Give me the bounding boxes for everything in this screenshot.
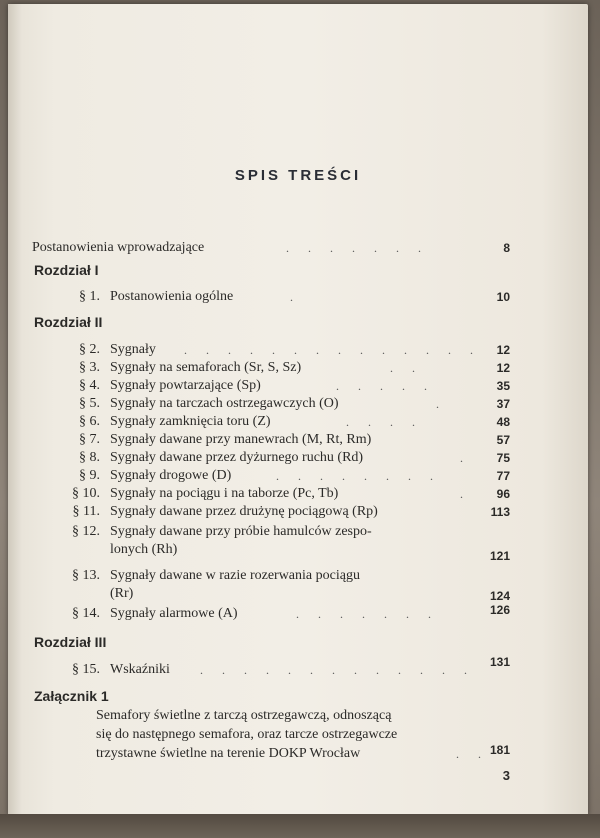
entry-page: 126 [489, 603, 510, 617]
toc-entry-s7 [8, 430, 588, 450]
entry-text: Sygnały [110, 342, 156, 357]
section-number: § 11. [72, 504, 100, 519]
leader-dots: . . . . . . . [286, 241, 429, 255]
entry-text: Sygnały dawane przy manewrach (M, Rt, Rm) [110, 432, 372, 447]
section-number: § 3. [79, 360, 100, 375]
entry-page: 37 [496, 397, 510, 411]
toc-entry-s8 [8, 448, 588, 468]
toc-entry-s3 [8, 358, 588, 378]
leader-dots: . [436, 397, 447, 411]
entry-text: Sygnały dawane przez dyżurnego ruchu (Rd) [110, 450, 364, 465]
toc-entry-s6 [8, 412, 588, 432]
entry-page: 124 [489, 589, 510, 603]
section-number: § 13. [72, 568, 100, 583]
leader-dots: . . . . [346, 415, 423, 429]
section-number: § 9. [79, 468, 100, 483]
toc-entry-s13 [8, 566, 588, 586]
leader-dots: . . . . . . . . [276, 469, 441, 483]
entry-text: Sygnały alarmowe (A) [110, 606, 238, 621]
entry-text-line-2: lonych (Rh) [110, 542, 178, 557]
table-edge [0, 814, 600, 838]
toc-entry-s9 [8, 466, 588, 486]
book-page [8, 4, 588, 816]
section-number: § 1. [79, 289, 100, 304]
appendix-heading: Załącznik 1 [34, 688, 109, 704]
leader-dots: . . . . . [336, 379, 435, 393]
entry-page: 12 [496, 343, 510, 357]
section-number: § 14. [72, 606, 100, 621]
section-number: § 4. [79, 378, 100, 393]
toc-entry-s5 [8, 394, 588, 414]
entry-text-line-1: Sygnały dawane w razie rozerwania pociągu [110, 568, 360, 583]
leader-dots: . . [390, 361, 423, 375]
entry-page: 12 [496, 361, 510, 375]
page-number: 3 [502, 768, 510, 783]
page-title: SPIS TREŚCI [234, 167, 362, 184]
entry-text: Postanowienia ogólne [110, 289, 234, 304]
entry-page: 8 [503, 241, 510, 255]
toc-entry-s1 [8, 287, 588, 307]
entry-page: 131 [489, 655, 510, 669]
entry-text: Sygnały na tarczach ostrzegawczych (O) [110, 396, 339, 411]
entry-text: Sygnały zamknięcia toru (Z) [110, 414, 271, 429]
appendix-text-line-3: trzystawne świetlne na terenie DOKP Wrocław [96, 746, 361, 761]
leader-dots: . . . . . . . [296, 607, 439, 621]
entry-text: Sygnały powtarzające (Sp) [110, 378, 261, 393]
toc-entry-s12-cont [8, 540, 588, 563]
entry-page: 77 [496, 469, 510, 483]
toc-entry-s2 [8, 340, 588, 360]
entry-text: Sygnały drogowe (D) [110, 468, 232, 483]
entry-page: 96 [496, 487, 510, 501]
entry-text: Sygnały na pociągu i na taborze (Pc, Tb) [110, 486, 339, 501]
section-number: § 7. [79, 432, 100, 447]
chapter-heading-2: Rozdział II [34, 314, 103, 330]
entry-text-line-2: (Rr) [110, 586, 134, 601]
entry-text: Wskaźniki [110, 662, 170, 677]
toc-entry-s12 [8, 522, 588, 542]
section-number: § 5. [79, 396, 100, 411]
appendix-text-line-1: Semafory świetlne z tarczą ostrzegawczą, odnoszącą [96, 708, 392, 723]
entry-text-line-1: Sygnały dawane przy próbie hamulców zespo- [110, 524, 372, 539]
entry-page: 57 [496, 433, 510, 447]
toc-entry-s10 [8, 484, 588, 504]
toc-entry-intro [8, 238, 588, 258]
entry-page: 10 [496, 290, 510, 304]
section-number: § 8. [79, 450, 100, 465]
chapter-heading-3: Rozdział III [34, 634, 107, 650]
entry-text: Postanowienia wprowadzające [32, 240, 205, 255]
toc-entry-s14 [8, 604, 588, 624]
toc-entry-s15 [8, 655, 588, 680]
entry-text: Sygnały na semaforach (Sr, S, Sz) [110, 360, 302, 375]
section-number: § 12. [72, 524, 100, 539]
toc-entry-s11 [8, 502, 588, 522]
leader-dots: . [290, 290, 301, 304]
entry-page: 113 [490, 505, 510, 519]
entry-page: 181 [489, 743, 510, 757]
appendix-text-line-2: się do następnego semafora, oraz tarcze ostrzegawcze [96, 727, 398, 742]
section-number: § 10. [72, 486, 100, 501]
leader-dots: . [460, 451, 471, 465]
leader-dots: . [460, 487, 471, 501]
entry-page: 35 [496, 379, 510, 393]
section-number: § 6. [79, 414, 100, 429]
leader-dots: . . . . . . . . . . . . . . [184, 343, 481, 357]
chapter-heading-1: Rozdział I [34, 262, 99, 278]
section-number: § 15. [72, 662, 100, 677]
leader-dots: . . [456, 747, 489, 761]
entry-page: 121 [489, 549, 510, 563]
entry-text: Sygnały dawane przez drużynę pociągową (Rp) [110, 504, 378, 519]
section-number: § 2. [79, 342, 100, 357]
leader-dots: . . . . . . . . . . . . . [200, 663, 475, 677]
toc-entry-appendix [8, 744, 588, 764]
entry-page: 75 [496, 451, 510, 465]
toc-entry-s4 [8, 376, 588, 396]
entry-page: 48 [496, 415, 510, 429]
